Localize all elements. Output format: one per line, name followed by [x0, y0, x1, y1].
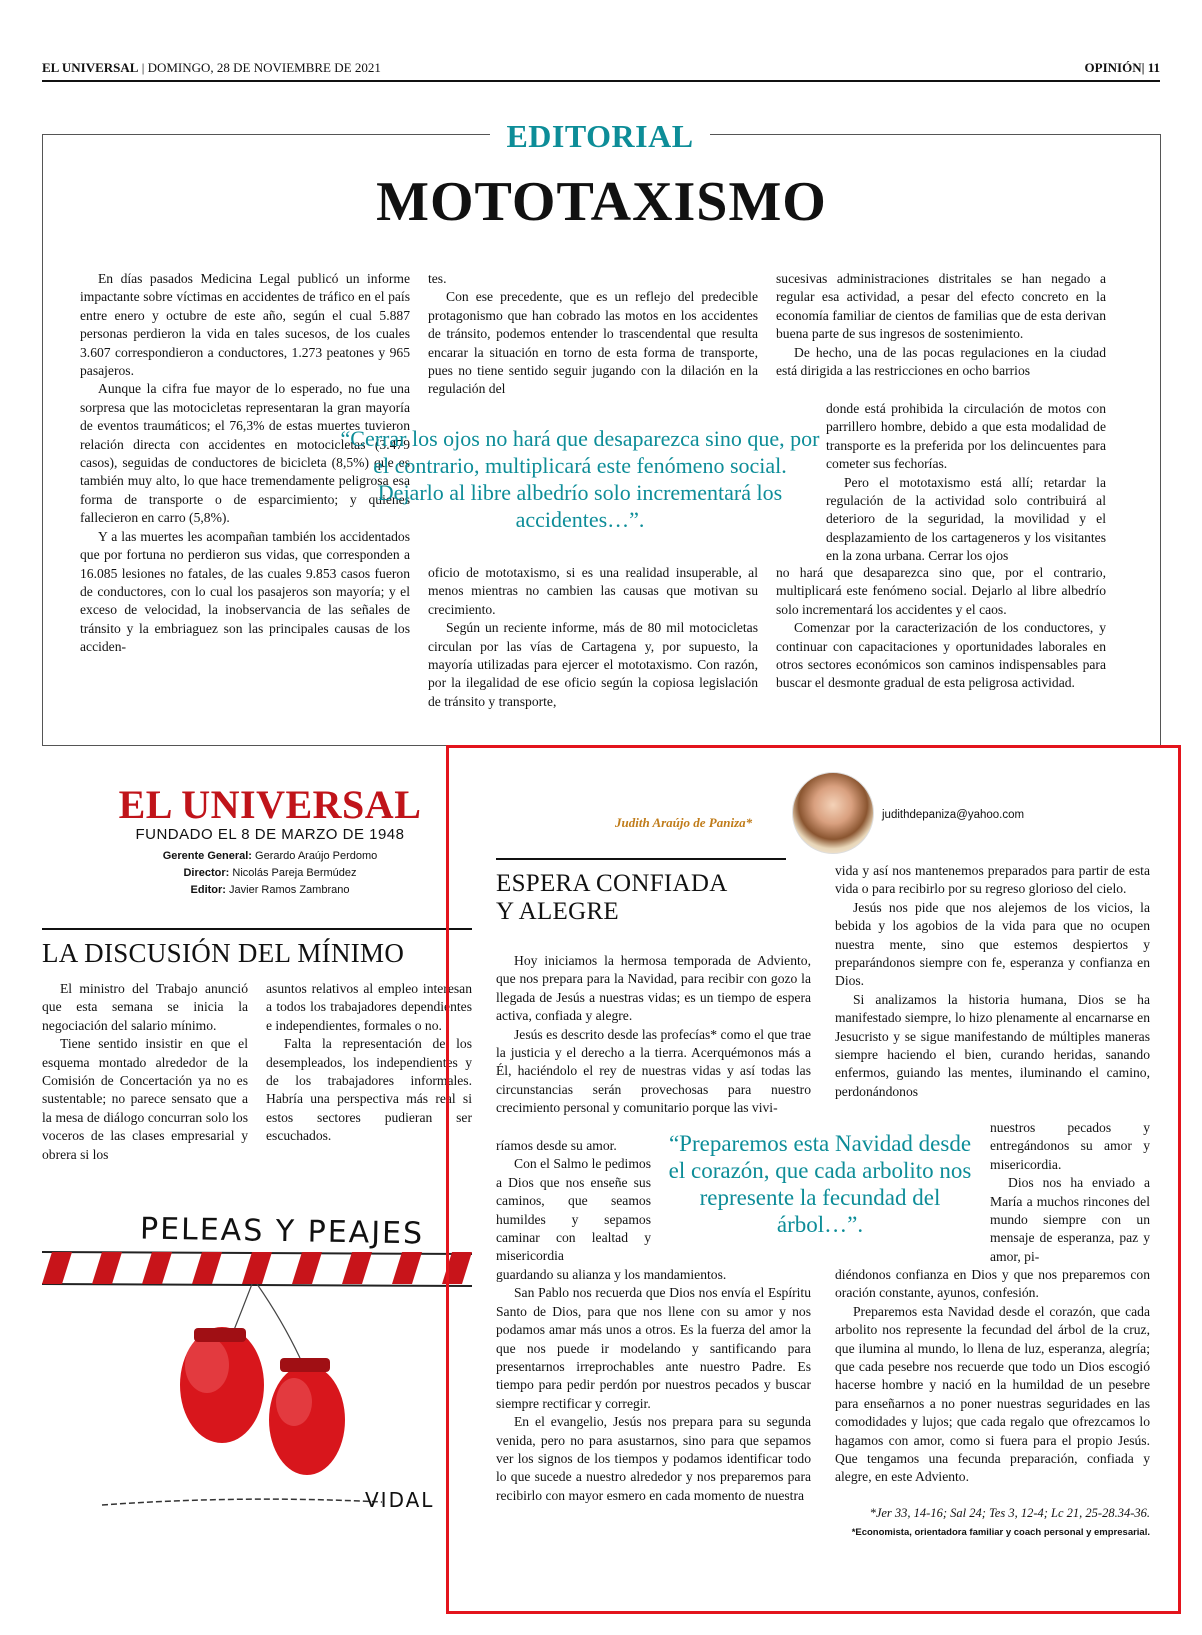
staff-name: Javier Ramos Zambrano [229, 884, 350, 896]
column-title-line: Y ALEGRE [496, 898, 619, 925]
paragraph: San Pablo nos recuerda que Dios nos envía el Espíritu Santo de Dios, para que nos llene con su amor y nos podamos amar más unos a otros. Es la fuerza del amor la que nos puede ir modelando y santificando para presentarnos irreprochables ante nuestro Padre. Es tiempo para pedir perdón por nuestros pecados y buscar siempre rectificar y corregir. [496, 1285, 811, 1411]
paragraph: guardando su alianza y los mandamientos. [496, 1267, 727, 1282]
header-page-number: 11 [1147, 60, 1160, 75]
column-col-1-narrow [496, 1137, 651, 1266]
header-section: OPINIÓN| [1084, 60, 1145, 75]
cartoon-signature: VIDAL [365, 1488, 435, 1512]
column-col-2-bottom [835, 1266, 1150, 1487]
paragraph: Jesús nos pide que nos alejemos de los vicios, la bebida y los agobios de la vida para que no ocupen nuestra mente, sino que estemos despiertos y preparándonos siempre con fe, esperanza y confianza en Dios. [835, 899, 1150, 989]
author-avatar [792, 772, 874, 854]
header-right [1085, 60, 1160, 76]
editorial-col-3-bottom [776, 564, 1106, 693]
minimo-rule [42, 928, 472, 930]
paragraph: El ministro del Trabajo anunció que esta semana se inicia la negociación del salario mínimo. [42, 981, 248, 1033]
barrier-stripes [42, 1252, 472, 1284]
column-col-1-top [496, 952, 811, 1118]
boxing-glove-right [269, 1358, 345, 1475]
author-email[interactable]: judithdepaniza@yahoo.com [882, 809, 1025, 821]
column-col-2-top [835, 862, 1150, 1101]
header-date: DOMINGO, 28 DE NOVIEMBRE DE 2021 [147, 60, 381, 75]
staff-name: Gerardo Araújo Perdomo [255, 850, 378, 862]
masthead-logo: EL UNIVERSAL [118, 782, 422, 827]
editorial-col-2-bottom [428, 564, 758, 711]
paragraph: asuntos relativos al empleo interesan a todos los trabajadores dependientes e independientes, formales o no. [266, 981, 472, 1033]
minimo-col-2 [266, 980, 472, 1146]
minimo-title: LA DISCUSIÓN DEL MÍNIMO [42, 938, 405, 968]
paragraph: nuestros pecados y entregándonos su amor y misericordia. [990, 1120, 1150, 1172]
paragraph: Con el Salmo le pedimos a Dios que nos enseñe sus caminos, que seamos humildes y sepamos caminar con lealtad y misericordia [496, 1156, 651, 1264]
paragraph: De hecho, una de las pocas regulaciones en la ciudad está dirigida a las restricciones en ocho barrios [776, 344, 1106, 379]
column-author: Judith Araújo de Paniza* [615, 815, 753, 830]
staff-line [80, 865, 460, 882]
cartoon-title: PELEAS Y PEAJES [139, 1211, 425, 1252]
editorial-label: EDITORIAL [490, 118, 710, 155]
header-paper-name: EL UNIVERSAL [42, 60, 139, 75]
column-col-2-narrow [990, 1119, 1150, 1266]
paragraph: Dios nos ha enviado a María a muchos rincones del mundo siempre con un mensaje de esperanza, paz y amor, pi- [990, 1175, 1150, 1264]
paragraph: Y a las muertes les acompañan también los accidentados que por fortuna no perdieron sus vidas, que corresponden a 16.085 lesiones no fatales, de las cuales 9.853 casos fueron de conductores, con lo cual los pasajeros son mayoría; y el exceso de velocidad, la inobservancia de las señales de tránsito y la embriaguez son las principales causas de los acciden- [80, 528, 410, 655]
masthead-founded: FUNDADO EL 8 DE MARZO DE 1948 [135, 826, 405, 843]
paragraph: Comenzar por la caracterización de los conductores, y continuar con capacitaciones y oportunidades laborales en otros sectores económicos son caminos indispensables para buscar el desmonte gradual de esta peligrosa actividad. [776, 620, 1106, 691]
editorial-col-2-top [428, 270, 758, 399]
editorial-col-3-mid [826, 400, 1106, 566]
paragraph: Tiene sentido insistir en que el esquema montado alrededor de la Comisión de Concertación ya no es sustentable; no parece sensato que a la mesa de diálogo concurran solo los voceros de las clases empresarial y obrera si los [42, 1036, 248, 1162]
paragraph: ríamos desde su amor. [496, 1138, 617, 1153]
boxing-glove-left [180, 1327, 264, 1443]
staff-role: Director: [183, 867, 230, 879]
column-title-line: ESPERA CONFIADA [496, 870, 728, 897]
staff-line [80, 848, 460, 865]
paragraph: Falta la representación de los desempleados, los independientes y de los trabajadores informales. Habría una perspectiva más real si estos sectores pudieran ser escuchados. [266, 1036, 472, 1144]
paragraph: En el evangelio, Jesús nos prepara para su segunda venida, pero no para asustarnos, sino para que sepamos ver los signos de los tiempos y podamos identificar todo lo que sucede a nuestro alrededor y nos preparemos para recibirlo con mayor esmero en cada momento de nuestra [496, 1414, 811, 1503]
staff-line [80, 882, 460, 899]
column-title-rule [496, 858, 786, 860]
paragraph: oficio de mototaxismo, si es una realidad insuperable, al menos mientras no cambien las causas que motivan su crecimiento. [428, 565, 758, 617]
paragraph: tes. [428, 271, 447, 286]
paragraph: Si analizamos la historia humana, Dios se ha manifestado siempre, lo hizo plenamente al encarnarse en Jesucristo y se sigue manifestando de múltiples maneras siempre haciendo el bien, curando heridas, sanando enfermos, guiando las mentes, iluminando el camino, perdonándonos [835, 991, 1150, 1099]
editorial-title: MOTOTAXISMO [376, 171, 827, 233]
column-footnote: *Economista, orientadora familiar y coach personal y empresarial. [851, 1527, 1150, 1538]
paragraph: donde está prohibida la circulación de motos con parrillero hombre, debido a que esta modalidad de transporte es la preferida por los delincuentes para cometer sus fechorías. [826, 401, 1106, 472]
paragraph: Según un reciente informe, más de 80 mil motocicletas circulan por las vías de Cartagena y, por supuesto, la mayoría utilizadas para ejercer el mototaxismo. Con razón, por la ilegalidad de ese oficio según la copiosa legislación de tránsito y transporte, [428, 620, 758, 709]
staff-role: Gerente General: [162, 850, 252, 862]
column-pull-quote: “Preparemos esta Navidad desde el corazón, que cada arbolito nos represente la fecundad del árbol…”. [668, 1131, 972, 1237]
minimo-col-1 [42, 980, 248, 1164]
paragraph: no hará que desaparezca sino que, por el contrario, multiplicará este fenómeno social. Dejarlo al libre albedrío solo incrementará los accidentes y el caos. [776, 565, 1106, 617]
cartoon-illustration [42, 1240, 482, 1520]
paragraph: Con ese precedente, que es un reflejo del predecible protagonismo que han cobrado las motos en los accidentes de tránsito, podemos entender lo trascendental que resulta encarar la situación en torno de esta forma de transporte, pues no tiene sentido seguir jugando con la dilación en la regulación del [428, 289, 758, 397]
paragraph: Jesús es descrito desde las profecías* como el que trae la justicia y el derecho a la tierra. Acerquémonos más a Él, haciéndolo el rey de nuestras vidas y así todas las circunstancias serán provechosas para nuestro crecimiento personal y comunitario porque las vivi- [496, 1026, 811, 1116]
header-left: EL UNIVERSAL | DOMINGO, 28 DE NOVIEMBRE DE 2021 [42, 60, 381, 75]
paragraph: Aunque la cifra fue mayor de lo esperado, no fue una sorpresa que las motocicletas representaran la gran mayoría de eventos traumáticos; el 76,3% de estas muertes tuvieron relación directa con accidentes en motocicletas (3.479 casos), seguidas de conductores de bicicleta (8,5%) que es también muy alto, lo que hace tremendamente peligrosa esa forma de transporte o de esparcimiento; y quienes fallecieron en carro (5,8%). [80, 381, 410, 526]
paragraph: vida y así nos mantenemos preparados para partir de esta vida o para recibirlo por su regreso glorioso del cielo. [835, 863, 1150, 897]
paragraph: Pero el mototaxismo está allí; retardar la regulación de la actividad solo contribuirá al deterioro de la seguridad, la movilidad y el desplazamiento de los cartageneros y los visitantes en la zona urbana. Cerrar los ojos [826, 474, 1106, 564]
paragraph: Preparemos esta Navidad desde el corazón, que cada arbolito nos represente la fecundad del árbol de la cruz, que ilumina al mundo, lo llena de luz, esperanza, alegría; que cada pesebre nos recuerde que todo un Dios escogió hacerse hombre y nació en la humildad de un pesebre para enseñarnos a no poner nuestras seguridades en las comodidades y lujos; que cada regalo que ofrezcamos lo hagamos con amor, como si fuera para el propio Jesús. Que tengamos una fecunda preparación, confiada y alegre, en este Adviento. [835, 1303, 1150, 1485]
paragraph: En días pasados Medicina Legal publicó un informe impactante sobre víctimas en accidentes de tráfico en el país entre enero y octubre de este año, según el cual 5.887 personas perdieron la vida en tales sucesos, de los cuales 3.607 correspondieron a conductores, 1.273 peatones y 965 pasajeros. [80, 271, 410, 379]
masthead-staff [80, 848, 460, 899]
staff-role: Editor: [190, 884, 226, 896]
editorial-col-3-top [776, 270, 1106, 380]
editorial-pull-quote: “Cerrar los ojos no hará que desaparezca sino que, por el contrario, multiplicará este fenómeno social. Dejarlo al libre albedrío solo incrementará los accidentes…”. [340, 426, 820, 532]
paragraph: diéndonos confianza en Dios y que nos preparemos con oración constante, ayunos, confesión. [835, 1267, 1150, 1301]
column-references: *Jer 33, 14-16; Sal 24; Tes 3, 12-4; Lc 21, 25-28.34-36. [869, 1506, 1150, 1520]
column-col-1-bottom [496, 1266, 811, 1505]
staff-name: Nicolás Pareja Bermúdez [232, 867, 357, 879]
paragraph: Hoy iniciamos la hermosa temporada de Adviento, que nos prepara para la Navidad, para recibir con gozo la llegada de Jesús a nuestras vidas; es un tiempo de espera activa, confiada y alegre. [496, 953, 811, 1024]
paragraph: sucesivas administraciones distritales se han negado a regular esa actividad, a pesar del efecto concreto en la economía familiar de cientos de familias que de esta derivan buena parte de sus ingresos de sostenimiento. [776, 271, 1106, 342]
column-title [496, 870, 728, 926]
page-header [42, 56, 1160, 82]
